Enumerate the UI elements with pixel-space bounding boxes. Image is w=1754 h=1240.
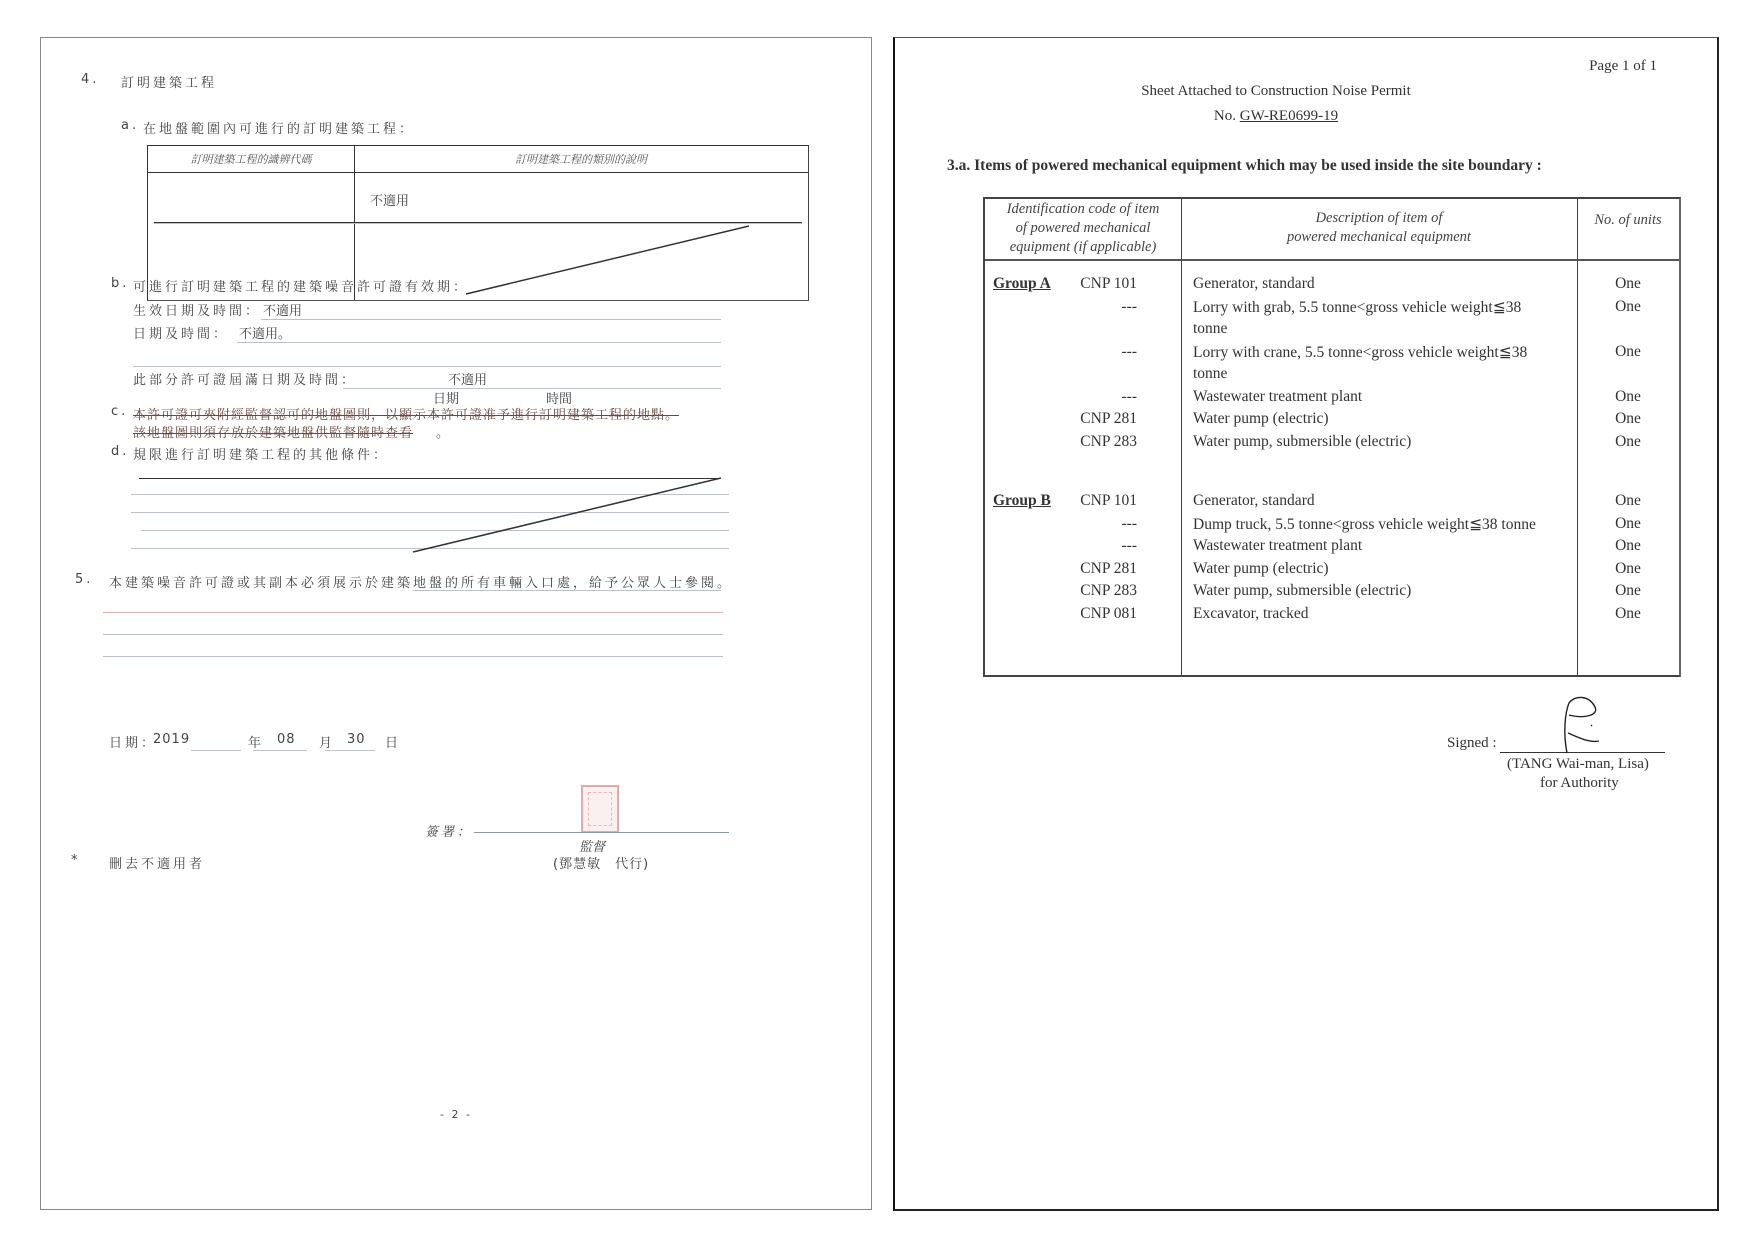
signature-line bbox=[474, 832, 729, 833]
section-4-title: 訂明建築工程 bbox=[121, 76, 218, 91]
equipment-units: One bbox=[1615, 342, 1641, 360]
equipment-code: CNP 283 bbox=[1080, 582, 1137, 599]
equipment-description: Excavator, tracked bbox=[1193, 604, 1309, 622]
section-5-text: 本建築噪音許可證或其副本必須展示於建築地盤的所有車輛入口處，給予公眾人士參閱。 bbox=[109, 576, 734, 591]
page-indicator: Page 1 of 1 bbox=[1589, 58, 1657, 74]
equipment-units: One bbox=[1615, 275, 1641, 292]
permit-number-line bbox=[895, 108, 1657, 125]
fill-in-line bbox=[133, 366, 721, 367]
handwritten-signature bbox=[1555, 693, 1625, 755]
equipment-description: Water pump (electric) bbox=[1193, 410, 1329, 427]
table-header-code: Identification code of item of powered mechanical equipment (if applicable) bbox=[1006, 201, 1160, 255]
fill-in-line bbox=[413, 590, 721, 591]
table-header-description: 訂明建築工程的類別的說明 bbox=[515, 153, 647, 166]
issue-date-year-unit: 年 bbox=[248, 736, 265, 751]
table-header-description: Description of item of powered mechanical equipment bbox=[1287, 210, 1471, 245]
expiry-date-label: 此部分許可證屆滿日期及時間： bbox=[133, 373, 358, 388]
equipment-units: One bbox=[1615, 297, 1641, 315]
expiry-date-value: 不適用 bbox=[448, 373, 488, 388]
issue-date-day-unit: 日 bbox=[385, 736, 402, 751]
section-5-number: 5. bbox=[75, 572, 94, 587]
equipment-code: CNP 281 bbox=[1080, 559, 1137, 577]
item-c-text-end: 。 bbox=[436, 426, 453, 441]
signature-authority-title: 監督 bbox=[579, 840, 606, 855]
table-divider bbox=[148, 172, 808, 173]
effective-date-label: 生效日期及時間： bbox=[133, 304, 262, 319]
effective-date-value: 不適用 bbox=[263, 304, 303, 319]
equipment-description: Generator, standard bbox=[1193, 275, 1315, 292]
item-c-label: c. bbox=[111, 404, 129, 419]
equipment-code: --- bbox=[1121, 297, 1137, 315]
equipment-description: Wastewater treatment plant bbox=[1193, 387, 1363, 405]
fill-in-line bbox=[261, 319, 721, 320]
left-page bbox=[40, 37, 872, 1210]
issue-date bbox=[109, 732, 157, 751]
fill-in-line bbox=[253, 750, 307, 751]
until-date-label: 日期及時間： bbox=[133, 327, 230, 342]
issue-date-day: 30 bbox=[347, 732, 366, 747]
signatory-name: (TANG Wai-man, Lisa) bbox=[1507, 756, 1649, 772]
group-label: Group A bbox=[993, 275, 1051, 292]
section-4-number: 4. bbox=[81, 72, 100, 87]
equipment-description: Lorry with crane, 5.5 tonne<gross vehicle weight≦38 bbox=[1193, 343, 1528, 361]
signature-label: 簽署： bbox=[425, 825, 474, 840]
equipment-description: Lorry with grab, 5.5 tonne<gross vehicle weight≦38 bbox=[1193, 298, 1522, 316]
equipment-code: --- bbox=[1121, 387, 1137, 405]
equipment-code: CNP 283 bbox=[1080, 432, 1137, 450]
table-divider bbox=[1181, 199, 1182, 675]
date-caption: 日期 bbox=[433, 392, 460, 407]
equipment-code: --- bbox=[1121, 514, 1137, 532]
equipment-description: Water pump (electric) bbox=[1193, 559, 1329, 577]
signatory-role: for Authority bbox=[1540, 775, 1619, 791]
item-d-label: d. bbox=[111, 444, 130, 459]
equipment-code: CNP 081 bbox=[1080, 604, 1137, 622]
equipment-description: Generator, standard bbox=[1193, 492, 1315, 509]
signed-label: Signed : bbox=[1447, 735, 1497, 751]
fill-in-line bbox=[103, 634, 723, 635]
equipment-description: Wastewater treatment plant bbox=[1193, 537, 1363, 554]
equipment-code: CNP 281 bbox=[1080, 410, 1137, 427]
item-b-text: 可進行訂明建築工程的建築噪音許可證有效期： bbox=[133, 280, 470, 295]
right-page bbox=[893, 37, 1719, 1211]
equipment-code: --- bbox=[1121, 537, 1137, 554]
fill-in-line bbox=[237, 342, 721, 343]
equipment-units: One bbox=[1615, 559, 1641, 577]
until-date-value: 不適用。 bbox=[239, 327, 292, 342]
official-seal-stamp bbox=[581, 785, 619, 833]
fill-in-line bbox=[191, 750, 241, 751]
time-caption: 時間 bbox=[546, 392, 573, 407]
section-3a-heading: 3.a. Items of powered mechanical equipment which may be used inside the site boundary : bbox=[947, 157, 1542, 174]
equipment-description: tonne bbox=[1193, 320, 1228, 337]
permit-number: GW-RE0699-19 bbox=[1239, 108, 1339, 124]
table-header-units: No. of units bbox=[1594, 212, 1662, 228]
fill-in-line bbox=[103, 656, 723, 657]
equipment-code: --- bbox=[1121, 342, 1137, 360]
equipment-units: One bbox=[1615, 514, 1641, 532]
fill-in-line bbox=[343, 388, 721, 389]
equipment-units: One bbox=[1615, 604, 1641, 622]
equipment-units: One bbox=[1615, 432, 1641, 450]
item-c-text-line2: 該地盤圖則須存放於建築地盤供監督隨時查看 bbox=[133, 426, 414, 441]
table-cell-description: 不適用 bbox=[370, 194, 410, 209]
footnote-mark: * bbox=[71, 853, 81, 868]
item-a-label: a. bbox=[121, 118, 140, 133]
issue-date-year: 2019 bbox=[153, 732, 191, 747]
item-d-text: 規限進行訂明建築工程的其他條件： bbox=[133, 448, 390, 463]
equipment-description: Dump truck, 5.5 tonne<gross vehicle weight≦38 tonne bbox=[1193, 515, 1536, 533]
equipment-description: Water pump, submersible (electric) bbox=[1193, 582, 1412, 599]
page-number: - 2 - bbox=[440, 1108, 472, 1121]
equipment-units: One bbox=[1615, 410, 1641, 427]
signature-delegate-name: (鄧慧敏 代行) bbox=[553, 857, 650, 872]
equipment-units: One bbox=[1615, 492, 1641, 509]
equipment-units: One bbox=[1615, 537, 1641, 554]
equipment-table bbox=[983, 197, 1681, 677]
equipment-units: One bbox=[1615, 387, 1641, 405]
issue-date-label: 日期： bbox=[109, 736, 158, 751]
sheet-title: Sheet Attached to Construction Noise Permit bbox=[1141, 83, 1411, 99]
permit-number-prefix: No. bbox=[1213, 108, 1236, 124]
equipment-description: Water pump, submersible (electric) bbox=[1193, 432, 1412, 450]
equipment-code: CNP 101 bbox=[1080, 275, 1137, 292]
item-c-text-line1: 本許可證可夾附經監督認可的地盤圖則，以顯示本許可證准予進行訂明建築工程的地點。 bbox=[133, 408, 680, 423]
fill-in-line bbox=[103, 612, 723, 613]
group-label: Group B bbox=[993, 492, 1051, 509]
fill-in-line bbox=[325, 750, 375, 751]
issue-date-month: 08 bbox=[277, 732, 296, 747]
equipment-description: tonne bbox=[1193, 365, 1228, 382]
table-header-code: 訂明建築工程的識辨代碼 bbox=[190, 153, 312, 166]
issue-date-month-unit: 月 bbox=[319, 736, 336, 751]
item-b-label: b. bbox=[111, 276, 130, 291]
equipment-code: CNP 101 bbox=[1080, 492, 1137, 509]
item-a-text: 在地盤範圍內可進行的訂明建築工程： bbox=[143, 122, 416, 137]
footnote-text: 刪去不適用者 bbox=[109, 857, 206, 872]
not-applicable-strike-line bbox=[401, 476, 731, 556]
equipment-units: One bbox=[1615, 582, 1641, 599]
table-divider bbox=[985, 259, 1679, 261]
